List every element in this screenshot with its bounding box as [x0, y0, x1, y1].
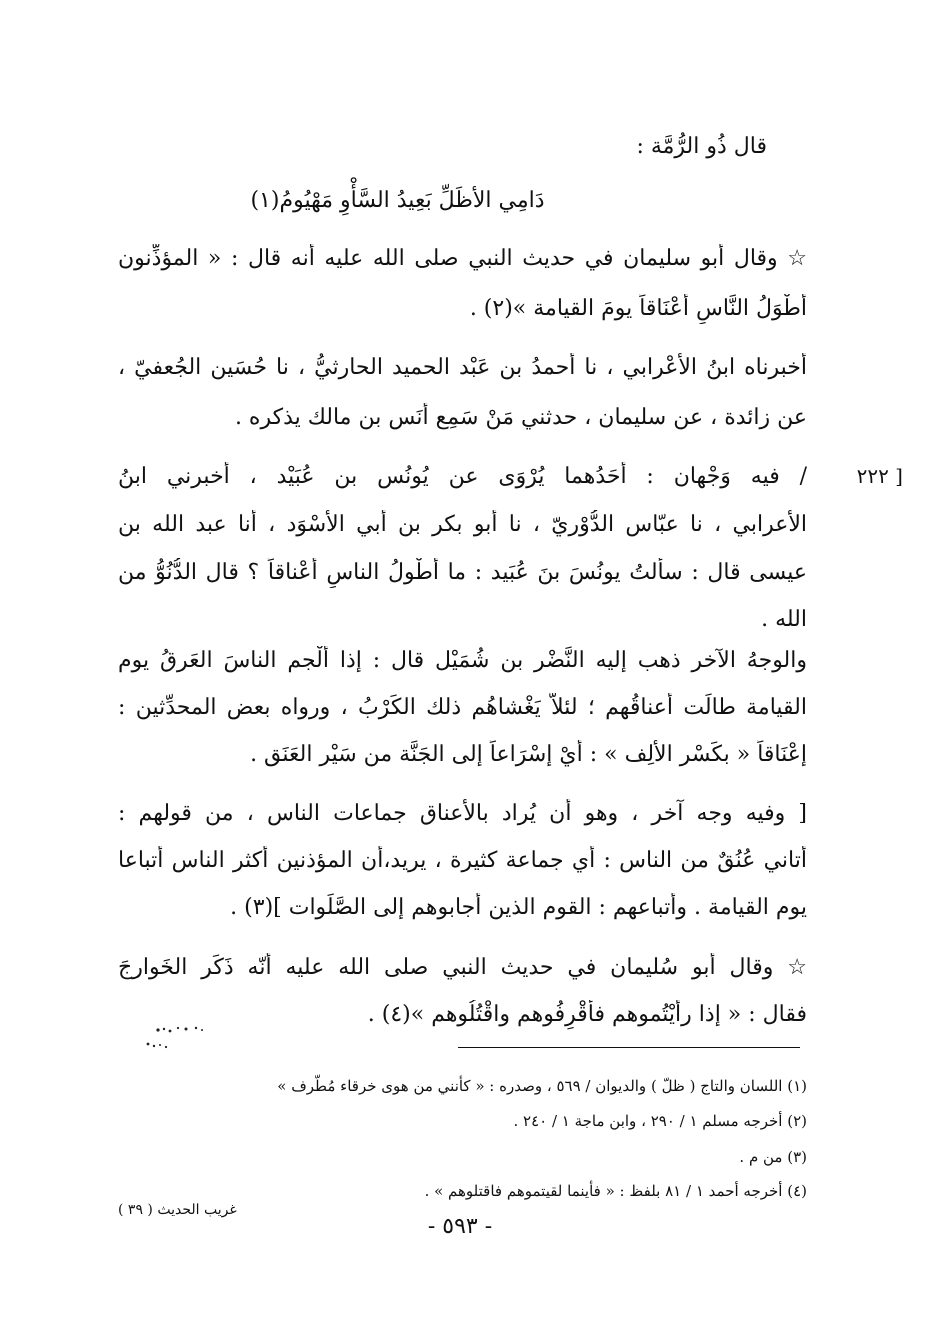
- running-title: غريب الحديث ( ٣٩ ): [118, 1202, 237, 1218]
- poet-intro: قال ذُو الرُّمَّة :: [636, 134, 767, 159]
- body-line: عن زائدة ، عن سليمان ، حدثني مَنْ سَمِع أَنَس بن مالك يذكره .: [234, 405, 807, 430]
- footnote-separator: [458, 1047, 800, 1048]
- page-number: - ٥٩٣ -: [427, 1214, 493, 1239]
- body-line: ☆ وقال أبو سليمان في حديث النبي صلى الله عليه أنه قال : « المؤذِّنون: [118, 246, 807, 271]
- footnote: (٤) أخرجه أحمد ١ / ٨١ بلفظ : « فأينما لقيتموهم فاقتلوهم » .: [424, 1182, 807, 1200]
- body-line: الأعرابي ، نا عبّاس الدُّوْريّ ، نا أبو بكر بن أبي الأسْوَد ، أنا عبد الله بن: [118, 512, 807, 537]
- verse-line: دَامِي الأظَلِّ بَعِيدُ السَّأْوِ مَهْيُومُ(١): [250, 188, 545, 213]
- footnote: (٢) أخرجه مسلم ١ / ٢٩٠ ، وابن ماجة ١ / ٢٤٠ .: [513, 1112, 807, 1130]
- body-line: ☆ وقال أبو سُليمان في حديث النبي صلى الله عليه أنّه ذَكَر الخَوارجَ: [118, 955, 807, 980]
- body-line: / فيه وَجْهان : أحَدُهما يُرْوَى عن يُونُس بن عُبَيْد ، أخبرني ابنُ: [118, 464, 807, 489]
- body-line: أطْوَلُ النَّاسِ أَعْنَاقاً يومَ القيامة »(٢) .: [469, 296, 807, 321]
- body-line: والوجهُ الآخر ذهب إليه النَّضْر بن شُمَيْل قال : إذا ألْجم الناسَ العَرقُ يوم: [118, 648, 807, 673]
- body-line: القيامة طالَت أعناقُهم ؛ لئلاّ يَغْشاهُم ذلك الكَرْبُ ، ورواه بعض المحدِّثين :: [118, 695, 807, 720]
- body-line: [ وفيه وجه آخر ، وهو أن يُراد بالأعناق جماعات الناس ، من قولهم :: [118, 801, 807, 826]
- body-line: إعْنَاقاً « بكَسْر الألِف » : أيْ إسْرَاعاً إلى الجَنَّة من سَيْر العَنَق .: [250, 742, 807, 767]
- footnote: (١) اللسان والتاج ( ظلّ ) والديوان / ٥٦٩ ، وصدره : « كأنني من هوى خرقاء مُطّرف »: [277, 1077, 807, 1095]
- body-line: فقال : « إذا رأيْتُموهم فأقْرِفُوهم واقْتُلُوهم »(٤) .: [367, 1002, 807, 1027]
- footnote: (٣) من م .: [739, 1148, 807, 1166]
- body-line: الله .: [761, 607, 807, 632]
- body-line: عيسى قال : سألتُ يونُسَ بنَ عُبَيد : ما أطْولُ الناسِ أعْناقاً ؟ قال الدُّنُوُّ من: [118, 560, 807, 585]
- margin-page-reference: [ ٢٢٢: [856, 464, 903, 488]
- ink-smudge-mark: [140, 1022, 220, 1052]
- body-line: أتاني عُنُقٌ من الناس : أي جماعة كثيرة ، يريد،أن المؤذنين أكثر الناس أتباعا: [118, 848, 807, 873]
- body-line: يوم القيامة . وأتباعهم : القوم الذين أجابوهم إلى الصَّلَوات ](٣) .: [230, 895, 807, 920]
- body-line: أخبرناه ابنُ الأعْرابي ، نا أحمدُ بن عَبْد الحميد الحارثيُّ ، نا حُسَين الجُعفيّ ،: [118, 355, 807, 380]
